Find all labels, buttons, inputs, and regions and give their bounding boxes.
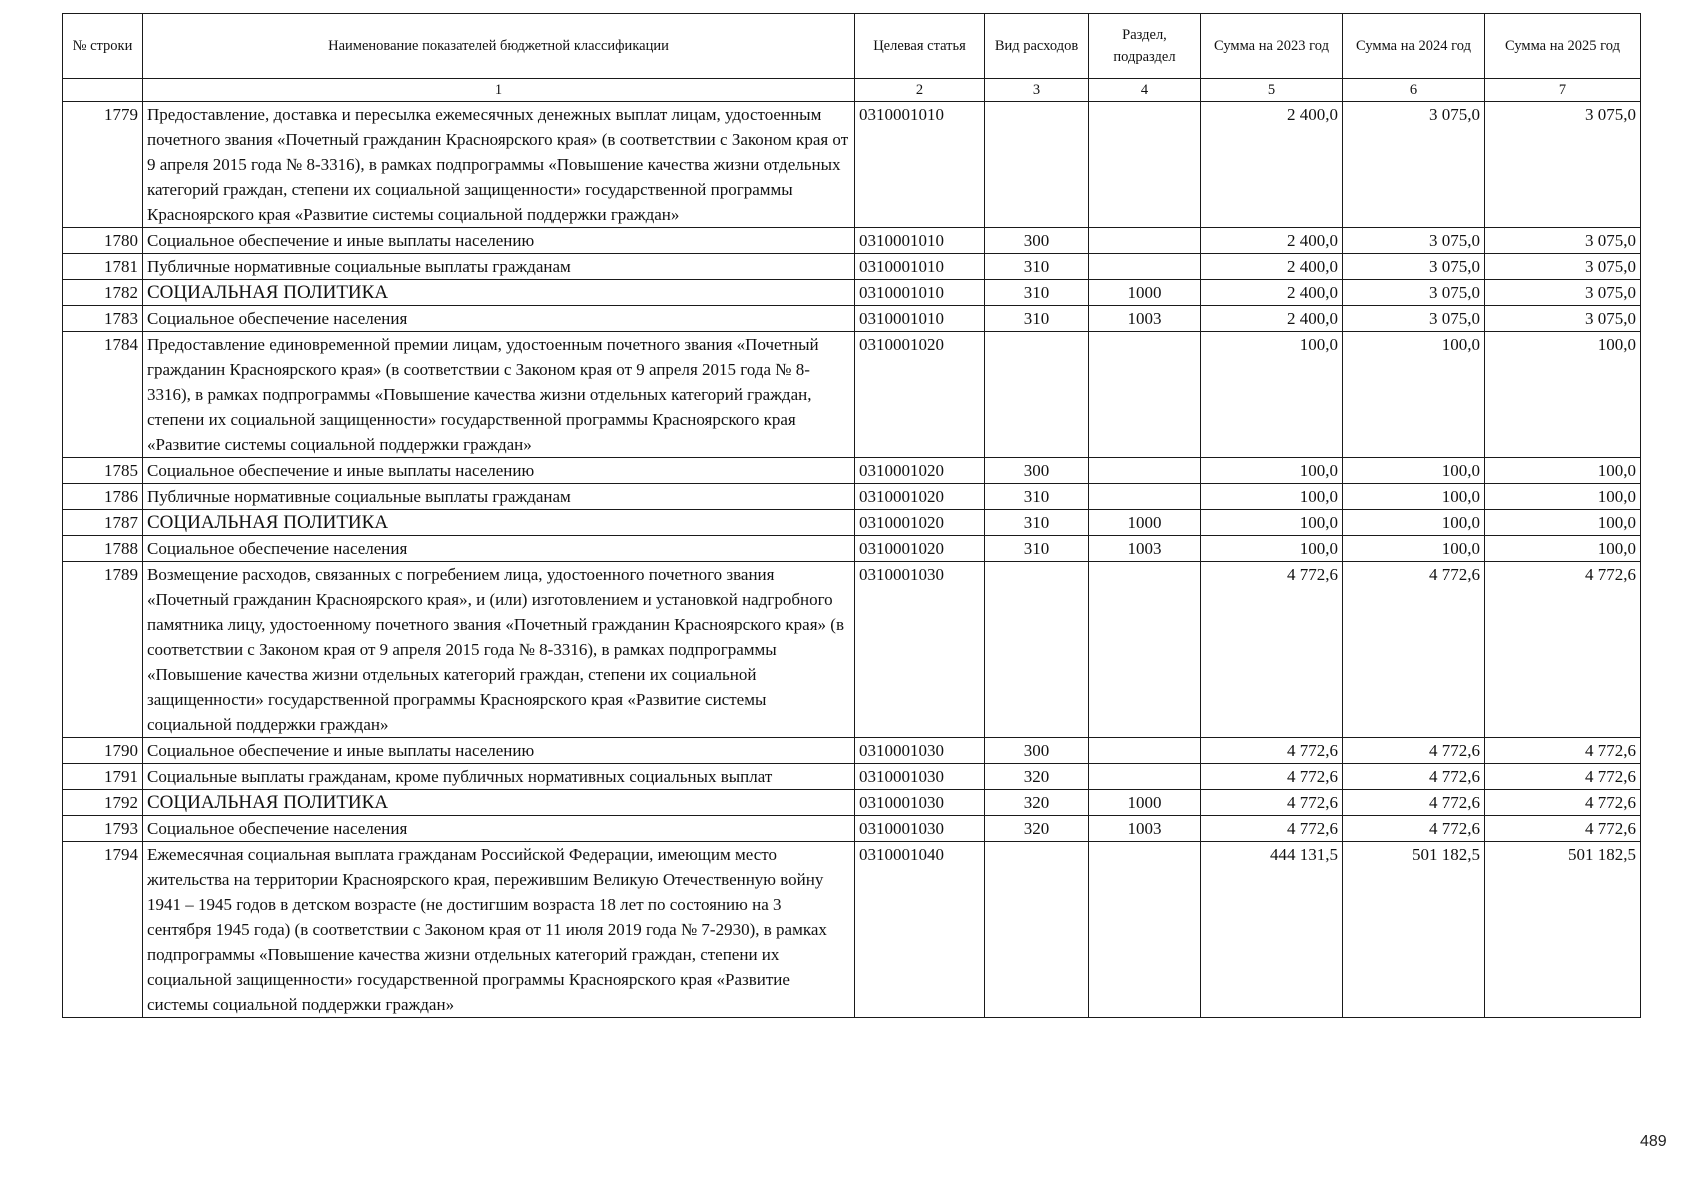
- row-sum-2023: 100,0: [1201, 510, 1343, 536]
- row-name: Публичные нормативные социальные выплаты гражданам: [143, 254, 855, 280]
- row-name: Социальное обеспечение населения: [143, 306, 855, 332]
- row-number: 1788: [63, 536, 143, 562]
- column-number: 1: [143, 79, 855, 102]
- row-target-code: 0310001030: [855, 738, 985, 764]
- row-name: Социальное обеспечение населения: [143, 536, 855, 562]
- row-sum-2025: 100,0: [1485, 458, 1641, 484]
- row-name: Социальные выплаты гражданам, кроме публичных нормативных социальных выплат: [143, 764, 855, 790]
- row-sum-2023: 2 400,0: [1201, 280, 1343, 306]
- row-sum-2023: 100,0: [1201, 536, 1343, 562]
- column-number-row: [63, 79, 1641, 102]
- row-razdel: [1089, 484, 1201, 510]
- row-vid: 310: [985, 484, 1089, 510]
- row-sum-2023: 2 400,0: [1201, 306, 1343, 332]
- row-vid: 310: [985, 306, 1089, 332]
- row-target-code: 0310001010: [855, 280, 985, 306]
- table-row: [63, 764, 1641, 790]
- table-row: [63, 738, 1641, 764]
- row-sum-2023: 2 400,0: [1201, 228, 1343, 254]
- row-razdel: [1089, 254, 1201, 280]
- row-sum-2023: 444 131,5: [1201, 842, 1343, 1018]
- row-razdel: [1089, 842, 1201, 1018]
- row-razdel: 1000: [1089, 790, 1201, 816]
- table-row: [63, 102, 1641, 228]
- row-sum-2025: 4 772,6: [1485, 790, 1641, 816]
- row-razdel: 1003: [1089, 306, 1201, 332]
- row-target-code: 0310001030: [855, 562, 985, 738]
- row-vid: 310: [985, 510, 1089, 536]
- row-target-code: 0310001030: [855, 816, 985, 842]
- row-sum-2024: 4 772,6: [1343, 562, 1485, 738]
- row-sum-2024: 100,0: [1343, 484, 1485, 510]
- table-row: [63, 816, 1641, 842]
- table-row: [63, 254, 1641, 280]
- row-sum-2025: 4 772,6: [1485, 738, 1641, 764]
- row-sum-2024: 100,0: [1343, 510, 1485, 536]
- table-row: [63, 458, 1641, 484]
- row-sum-2025: 3 075,0: [1485, 102, 1641, 228]
- row-number: 1794: [63, 842, 143, 1018]
- row-sum-2024: 4 772,6: [1343, 738, 1485, 764]
- row-name: Публичные нормативные социальные выплаты гражданам: [143, 484, 855, 510]
- table-body: [63, 102, 1641, 1018]
- row-sum-2024: 501 182,5: [1343, 842, 1485, 1018]
- header-vid: Вид расходов: [985, 14, 1089, 79]
- page-number: 489: [1640, 1133, 1667, 1150]
- row-number: 1782: [63, 280, 143, 306]
- row-target-code: 0310001020: [855, 484, 985, 510]
- row-vid: 320: [985, 764, 1089, 790]
- row-sum-2025: 3 075,0: [1485, 280, 1641, 306]
- row-vid: 320: [985, 816, 1089, 842]
- row-sum-2025: 4 772,6: [1485, 816, 1641, 842]
- table-row: [63, 510, 1641, 536]
- row-razdel: [1089, 332, 1201, 458]
- row-sum-2023: 4 772,6: [1201, 738, 1343, 764]
- row-number: 1780: [63, 228, 143, 254]
- budget-sheet: [62, 13, 1640, 1018]
- row-target-code: 0310001020: [855, 458, 985, 484]
- row-sum-2025: 100,0: [1485, 332, 1641, 458]
- row-sum-2024: 100,0: [1343, 332, 1485, 458]
- column-number: 4: [1089, 79, 1201, 102]
- row-sum-2024: 3 075,0: [1343, 254, 1485, 280]
- table-row: [63, 484, 1641, 510]
- row-target-code: 0310001030: [855, 790, 985, 816]
- row-number: 1787: [63, 510, 143, 536]
- row-vid: 310: [985, 536, 1089, 562]
- row-sum-2025: 3 075,0: [1485, 306, 1641, 332]
- row-sum-2024: 3 075,0: [1343, 228, 1485, 254]
- row-number: 1781: [63, 254, 143, 280]
- row-number: 1791: [63, 764, 143, 790]
- row-razdel: 1000: [1089, 280, 1201, 306]
- row-target-code: 0310001010: [855, 228, 985, 254]
- row-sum-2024: 4 772,6: [1343, 764, 1485, 790]
- row-sum-2024: 4 772,6: [1343, 816, 1485, 842]
- budget-table: [62, 13, 1641, 1018]
- column-number: 6: [1343, 79, 1485, 102]
- column-number: 7: [1485, 79, 1641, 102]
- row-number: 1779: [63, 102, 143, 228]
- header-target: Целевая статья: [855, 14, 985, 79]
- row-razdel: [1089, 102, 1201, 228]
- row-target-code: 0310001020: [855, 510, 985, 536]
- row-razdel: [1089, 562, 1201, 738]
- column-number: 2: [855, 79, 985, 102]
- row-number: 1790: [63, 738, 143, 764]
- row-number: 1784: [63, 332, 143, 458]
- row-vid: 300: [985, 738, 1089, 764]
- row-razdel: [1089, 764, 1201, 790]
- row-sum-2024: 3 075,0: [1343, 102, 1485, 228]
- row-sum-2024: 3 075,0: [1343, 280, 1485, 306]
- row-sum-2024: 100,0: [1343, 458, 1485, 484]
- row-sum-2024: 3 075,0: [1343, 306, 1485, 332]
- row-target-code: 0310001010: [855, 102, 985, 228]
- row-sum-2025: 100,0: [1485, 484, 1641, 510]
- row-number: 1792: [63, 790, 143, 816]
- row-name: Социальное обеспечение и иные выплаты населению: [143, 458, 855, 484]
- row-number: 1783: [63, 306, 143, 332]
- row-number: 1793: [63, 816, 143, 842]
- row-target-code: 0310001010: [855, 306, 985, 332]
- row-sum-2023: 2 400,0: [1201, 254, 1343, 280]
- table-row: [63, 280, 1641, 306]
- row-sum-2023: 4 772,6: [1201, 562, 1343, 738]
- row-vid: 310: [985, 280, 1089, 306]
- row-razdel: [1089, 228, 1201, 254]
- row-razdel: 1000: [1089, 510, 1201, 536]
- row-sum-2025: 3 075,0: [1485, 228, 1641, 254]
- row-number: 1789: [63, 562, 143, 738]
- row-sum-2023: 4 772,6: [1201, 816, 1343, 842]
- header-row: [63, 14, 1641, 79]
- column-number-blank: [63, 79, 143, 102]
- header-name: Наименование показателей бюджетной классификации: [143, 14, 855, 79]
- row-name: Возмещение расходов, связанных с погребением лица, удостоенного почетного звания «Почетный гражданин Красноярского края», и (или) изготовлением и установкой надгробного памятника лицу, удостоенному почетного звания «Почетный гражданин Красноярского края» (в соответствии с Законом края от 9 апреля 2015 года № 8-3316), в рамках подпрограммы «Повышение качества жизни отдельных категорий граждан, степени их социальной защищенности» государственной программы Красноярского края «Развитие системы социальной поддержки граждан»: [143, 562, 855, 738]
- row-vid: 300: [985, 458, 1089, 484]
- row-sum-2025: 100,0: [1485, 536, 1641, 562]
- header-razdel: Раздел, подраздел: [1089, 14, 1201, 79]
- row-target-code: 0310001010: [855, 254, 985, 280]
- row-sum-2024: 4 772,6: [1343, 790, 1485, 816]
- header-row-no: № строки: [63, 14, 143, 79]
- row-name: Предоставление единовременной премии лицам, удостоенным почетного звания «Почетный гражданин Красноярского края» (в соответствии с Законом края от 9 апреля 2015 года № 8-3316), в рамках подпрограммы «Повышение качества жизни отдельных категорий граждан, степени их социальной защищенности» государственной программы Красноярского края «Развитие системы социальной поддержки граждан»: [143, 332, 855, 458]
- row-target-code: 0310001040: [855, 842, 985, 1018]
- row-sum-2025: 3 075,0: [1485, 254, 1641, 280]
- row-sum-2023: 100,0: [1201, 458, 1343, 484]
- table-row: [63, 790, 1641, 816]
- row-vid: 310: [985, 254, 1089, 280]
- row-sum-2025: 4 772,6: [1485, 764, 1641, 790]
- row-vid: [985, 562, 1089, 738]
- row-target-code: 0310001020: [855, 332, 985, 458]
- row-razdel: [1089, 458, 1201, 484]
- header-sum-2024: Сумма на 2024 год: [1343, 14, 1485, 79]
- row-sum-2023: 100,0: [1201, 332, 1343, 458]
- row-vid: [985, 332, 1089, 458]
- row-name: Ежемесячная социальная выплата гражданам Российской Федерации, имеющим место жительства на территории Красноярского края, пережившим Великую Отечественную войну 1941 – 1945 годов в детском возрасте (не достигшим возраста 18 лет по состоянию на 3 сентября 1945 года) (в соответствии с Законом края от 11 июля 2019 года № 7-2930), в рамках подпрограммы «Повышение качества жизни отдельных категорий граждан, степени их социальной защищенности» государственной программы Красноярского края «Развитие системы социальной поддержки граждан»: [143, 842, 855, 1018]
- row-name: СОЦИАЛЬНАЯ ПОЛИТИКА: [143, 510, 855, 536]
- row-sum-2025: 4 772,6: [1485, 562, 1641, 738]
- row-name: Социальное обеспечение населения: [143, 816, 855, 842]
- column-number: 5: [1201, 79, 1343, 102]
- column-number: 3: [985, 79, 1089, 102]
- row-name: Предоставление, доставка и пересылка ежемесячных денежных выплат лицам, удостоенным почетного звания «Почетный гражданин Красноярского края» (в соответствии с Законом края от 9 апреля 2015 года № 8-3316), в рамках подпрограммы «Повышение качества жизни отдельных категорий граждан, степени их социальной защищенности» государственной программы Красноярского края «Развитие системы социальной поддержки граждан»: [143, 102, 855, 228]
- row-razdel: [1089, 738, 1201, 764]
- header-sum-2023: Сумма на 2023 год: [1201, 14, 1343, 79]
- row-sum-2023: 4 772,6: [1201, 790, 1343, 816]
- table-row: [63, 842, 1641, 1018]
- table-row: [63, 306, 1641, 332]
- row-number: 1785: [63, 458, 143, 484]
- row-target-code: 0310001030: [855, 764, 985, 790]
- table-row: [63, 562, 1641, 738]
- row-vid: 300: [985, 228, 1089, 254]
- row-name: Социальное обеспечение и иные выплаты населению: [143, 228, 855, 254]
- row-razdel: 1003: [1089, 536, 1201, 562]
- row-target-code: 0310001020: [855, 536, 985, 562]
- row-sum-2025: 501 182,5: [1485, 842, 1641, 1018]
- row-name: СОЦИАЛЬНАЯ ПОЛИТИКА: [143, 790, 855, 816]
- table-row: [63, 536, 1641, 562]
- row-sum-2023: 4 772,6: [1201, 764, 1343, 790]
- row-sum-2025: 100,0: [1485, 510, 1641, 536]
- row-name: СОЦИАЛЬНАЯ ПОЛИТИКА: [143, 280, 855, 306]
- row-sum-2023: 2 400,0: [1201, 102, 1343, 228]
- row-razdel: 1003: [1089, 816, 1201, 842]
- row-name: Социальное обеспечение и иные выплаты населению: [143, 738, 855, 764]
- row-number: 1786: [63, 484, 143, 510]
- row-vid: 320: [985, 790, 1089, 816]
- row-sum-2024: 100,0: [1343, 536, 1485, 562]
- row-vid: [985, 842, 1089, 1018]
- table-row: [63, 332, 1641, 458]
- table-row: [63, 228, 1641, 254]
- header-sum-2025: Сумма на 2025 год: [1485, 14, 1641, 79]
- row-sum-2023: 100,0: [1201, 484, 1343, 510]
- row-vid: [985, 102, 1089, 228]
